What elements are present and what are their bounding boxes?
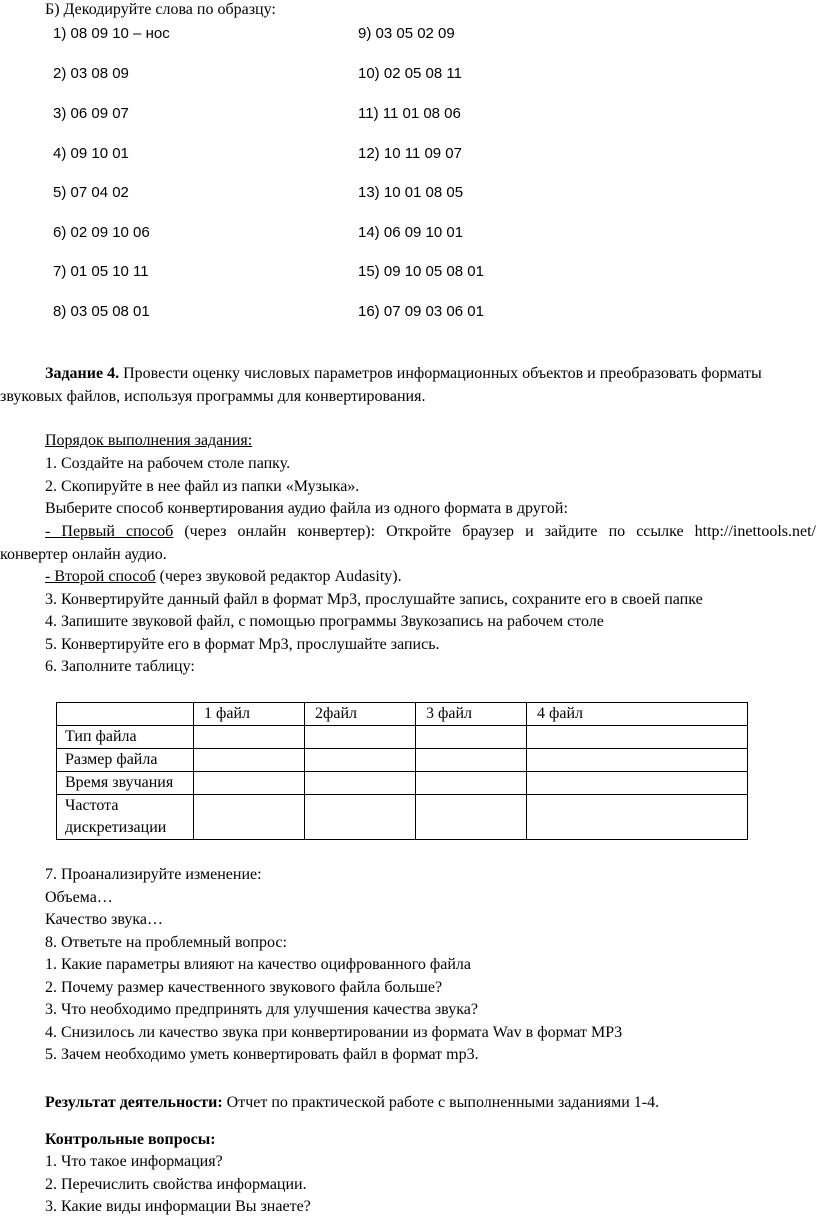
list-item: 2. Почему размер качественного звукового файла больше? — [45, 979, 443, 996]
table-cell[interactable] — [527, 749, 748, 772]
list-item: 16) 07 09 03 06 01 — [358, 303, 484, 320]
way-1-text: (через онлайн конвертер): Откройте браузер и зайдите по ссылке http://inettools.net/ — [173, 523, 816, 540]
table-cell[interactable] — [194, 772, 305, 795]
table-header-cell: 2файл — [305, 703, 416, 726]
way-1-label: - Первый способ — [45, 523, 174, 540]
list-item: 4. Снизилось ли качество звука при конвертировании из формата Wav в формат MP3 — [45, 1024, 623, 1041]
result-line — [45, 1093, 659, 1113]
volume-line: Объема… — [45, 889, 113, 906]
step-7: 7. Проанализируйте изменение: — [45, 866, 262, 883]
task4-line2: звуковых файлов, используя программы для конвертирования. — [0, 388, 426, 405]
table-cell[interactable] — [416, 772, 527, 795]
list-item: 1) 08 09 10 – нос — [53, 25, 170, 42]
table-cell[interactable] — [527, 772, 748, 795]
table-cell[interactable] — [416, 726, 527, 749]
row-label: Тип файла — [57, 726, 194, 749]
list-item: 2. Перечислить свойства информации. — [45, 1176, 307, 1193]
table-cell[interactable] — [416, 749, 527, 772]
way-2-text: (через звуковой редактор Audasity). — [155, 568, 402, 585]
table-cell[interactable] — [194, 795, 305, 840]
procedure-heading: Порядок выполнения задания: — [45, 432, 253, 449]
task4-text: Провести оценку числовых параметров информационных объектов и преобразовать форматы — [119, 365, 762, 382]
row-label: Время звучания — [57, 772, 194, 795]
table-header-cell — [57, 703, 194, 726]
way-1-continuation: конвертер онлайн аудио. — [0, 546, 167, 563]
way-1 — [45, 522, 816, 542]
step-6: 6. Заполните таблицу: — [45, 658, 195, 675]
step-5: 5. Конвертируйте его в формат Mp3, прослушайте запись. — [45, 636, 440, 653]
table-cell[interactable] — [527, 726, 748, 749]
row-label — [57, 795, 194, 840]
step-4: 4. Запишите звуковой файл, с помощью программы Звукозапись на рабочем столе — [45, 613, 604, 630]
list-item: 12) 10 11 09 07 — [358, 145, 462, 162]
table-cell[interactable] — [194, 726, 305, 749]
control-heading: Контрольные вопросы: — [45, 1131, 216, 1148]
list-item: 5) 07 04 02 — [53, 184, 129, 201]
task4-label: Задание 4. — [45, 365, 120, 382]
list-item: 10) 02 05 08 11 — [358, 65, 462, 82]
list-item: 14) 06 09 10 01 — [358, 224, 464, 241]
list-item: 3. Что необходимо предпринять для улучшения качества звука? — [45, 1001, 478, 1018]
table-cell[interactable] — [416, 795, 527, 840]
table-row — [57, 795, 748, 840]
list-item: 11) 11 01 08 06 — [358, 105, 461, 122]
list-item: 3. Какие виды информации Вы знаете? — [45, 1198, 311, 1215]
list-item: 3) 06 09 07 — [53, 105, 129, 122]
row-label: Размер файла — [57, 749, 194, 772]
table-row — [57, 726, 748, 749]
list-item: 1. Что такое информация? — [45, 1153, 223, 1170]
row-label-line: Частота — [65, 797, 119, 814]
step-8: 8. Ответьте на проблемный вопрос: — [45, 934, 287, 951]
table-header-cell: 3 файл — [416, 703, 527, 726]
table-cell[interactable] — [194, 749, 305, 772]
list-item: 7) 01 05 10 11 — [53, 263, 149, 280]
table-header-cell: 4 файл — [527, 703, 748, 726]
result-label: Результат деятельности: — [45, 1094, 223, 1111]
list-item: 6) 02 09 10 06 — [53, 224, 150, 241]
quality-line: Качество звука… — [45, 911, 163, 928]
step-2: 2. Скопируйте в нее файл из папки «Музыка». — [45, 478, 360, 495]
table-cell[interactable] — [305, 726, 416, 749]
table-row — [57, 772, 748, 795]
way-2-label: - Второй способ — [45, 568, 156, 585]
list-item: 1. Какие параметры влияют на качество оцифрованного файла — [45, 956, 471, 973]
result-text: Отчет по практической работе с выполненными заданиями 1-4. — [222, 1094, 660, 1111]
list-item: 2) 03 08 09 — [53, 65, 129, 82]
list-item: 9) 03 05 02 09 — [358, 25, 455, 42]
table-cell[interactable] — [305, 795, 416, 840]
task4-line1 — [45, 364, 762, 384]
list-item: 13) 10 01 08 05 — [358, 184, 464, 201]
table-header-row — [57, 703, 748, 726]
task-b-heading: Б) Декодируйте слова по образцу: — [45, 1, 276, 18]
table-cell[interactable] — [305, 772, 416, 795]
table-header-cell: 1 файл — [194, 703, 305, 726]
table-cell[interactable] — [527, 795, 748, 840]
list-item: 8) 03 05 08 01 — [53, 303, 150, 320]
choose-method: Выберите способ конвертирования аудио файла из одного формата в другой: — [45, 500, 568, 517]
list-item: 5. Зачем необходимо уметь конвертировать файл в формат mp3. — [45, 1046, 479, 1063]
files-table — [56, 702, 748, 840]
list-item: 4) 09 10 01 — [53, 145, 129, 162]
table-row — [57, 749, 748, 772]
way-2 — [45, 567, 402, 587]
step-1: 1. Создайте на рабочем столе папку. — [45, 455, 291, 472]
row-label-line: дискретизации — [65, 819, 167, 836]
table-cell[interactable] — [305, 749, 416, 772]
step-3: 3. Конвертируйте данный файл в формат Mp3, прослушайте запись, сохраните его в своей папке — [45, 591, 703, 608]
list-item: 15) 09 10 05 08 01 — [358, 263, 484, 280]
